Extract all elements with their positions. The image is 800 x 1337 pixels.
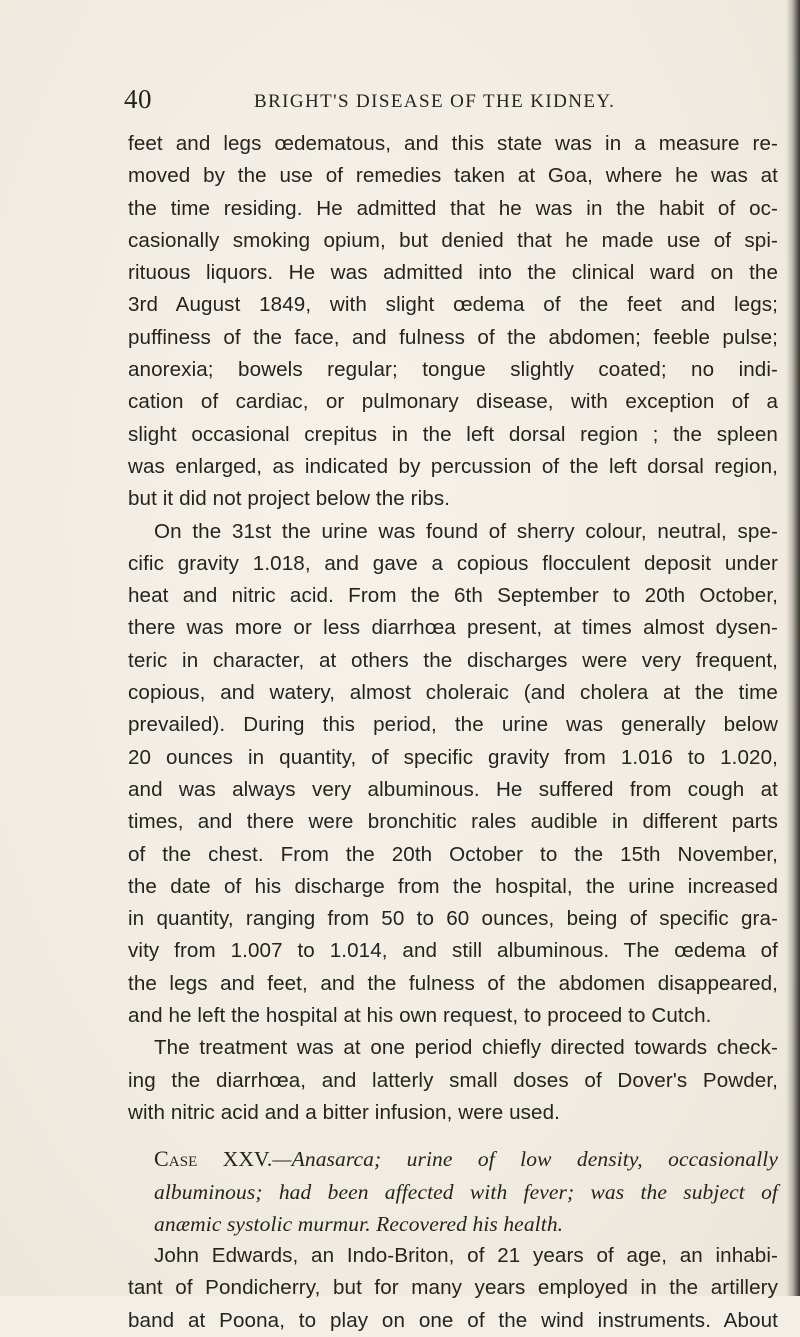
body-text <box>128 128 778 1337</box>
section-gap <box>128 1129 778 1143</box>
text-line: On the 31st the urine was found of sherry colour, neutral, spe- <box>154 519 778 543</box>
page-number: 40 <box>124 84 152 114</box>
text-line: 20 ounces in quantity, of specific gravity from 1.016 to 1.020, <box>128 745 778 769</box>
paragraph-4 <box>128 1240 778 1337</box>
case-summary-line: anæmic systolic murmur. Recovered his health. <box>154 1211 564 1236</box>
page-edge-shadow <box>786 0 800 1296</box>
text-line: moved by the use of remedies taken at Goa, where he was at <box>128 164 778 188</box>
text-line: cation of cardiac, or pulmonary disease, with exception of a <box>128 390 778 414</box>
text-line: anorexia; bowels regular; tongue slightly coated; no indi- <box>128 358 778 382</box>
text-line: there was more or less diarrhœa present, at times almost dysen- <box>128 616 778 640</box>
case-number: XXV. <box>222 1147 273 1172</box>
case-summary-start: —Anasarca; urine of low density, occasionally <box>272 1147 779 1172</box>
text-line: John Edwards, an Indo-Briton, of 21 years of age, an inhabi- <box>154 1244 778 1268</box>
text-line: ing the diarrhœa, and latterly small doses of Dover's Powder, <box>128 1068 778 1092</box>
text-line: feet and legs œdematous, and this state was in a measure re- <box>128 132 778 155</box>
text-line: slight occasional crepitus in the left dorsal region ; the spleen <box>128 422 778 446</box>
text-line: heat and nitric acid. From the 6th September to 20th October, <box>128 584 778 608</box>
paragraph-3 <box>128 1032 778 1129</box>
paragraph-1 <box>128 128 778 516</box>
text-line: puffiness of the face, and fulness of the abdomen; feeble pulse; <box>128 325 778 349</box>
text-line: the time residing. He admitted that he was in the habit of oc- <box>128 196 778 220</box>
text-line: and he left the hospital at his own request, to proceed to Cutch. <box>128 1004 712 1028</box>
text-line: band at Poona, to play on one of the wind instruments. About <box>128 1308 778 1332</box>
text-line: rituous liquors. He was admitted into the clinical ward on the <box>128 261 778 285</box>
text-line: teric in character, at others the discharges were very frequent, <box>128 648 778 672</box>
text-line: prevailed). During this period, the urine was generally below <box>128 713 778 737</box>
case-title-line <box>128 1143 778 1175</box>
text-line: 3rd August 1849, with slight œdema of the feet and legs; <box>128 293 778 317</box>
text-line: vity from 1.007 to 1.014, and still albuminous. The œdema of <box>128 939 778 963</box>
paragraph-2 <box>128 516 778 1033</box>
text-line: the legs and feet, and the fulness of the abdomen disappeared, <box>128 971 778 995</box>
text-line: in quantity, ranging from 50 to 60 ounces, being of specific gra- <box>128 907 778 931</box>
text-line: copious, and watery, almost choleraic (and cholera at the time <box>128 681 778 705</box>
case-label: Case <box>154 1146 198 1172</box>
text-line: tant of Pondicherry, but for many years employed in the artillery <box>128 1276 778 1300</box>
text-line: casionally smoking opium, but denied that he made use of spi- <box>128 228 778 252</box>
text-line: times, and there were bronchitic rales audible in different parts <box>128 810 778 834</box>
case-heading <box>128 1143 778 1240</box>
text-line: but it did not project below the ribs. <box>128 487 451 511</box>
text-line: and was always very albuminous. He suffered from cough at <box>128 777 778 801</box>
text-line: with nitric acid and a bitter infusion, were used. <box>128 1100 560 1124</box>
text-line: of the chest. From the 20th October to the 15th November, <box>128 842 778 866</box>
text-line: The treatment was at one period chiefly directed towards check- <box>154 1036 778 1060</box>
page-header <box>0 84 800 120</box>
text-line: cific gravity 1.018, and gave a copious flocculent deposit under <box>128 551 778 575</box>
text-line: was enlarged, as indicated by percussion of the left dorsal region, <box>128 454 778 478</box>
case-summary-line: albuminous; had been affected with fever; was the subject of <box>154 1179 778 1204</box>
running-head: BRIGHT'S DISEASE OF THE KIDNEY. <box>254 91 616 112</box>
text-line: the date of his discharge from the hospital, the urine increased <box>128 874 778 898</box>
